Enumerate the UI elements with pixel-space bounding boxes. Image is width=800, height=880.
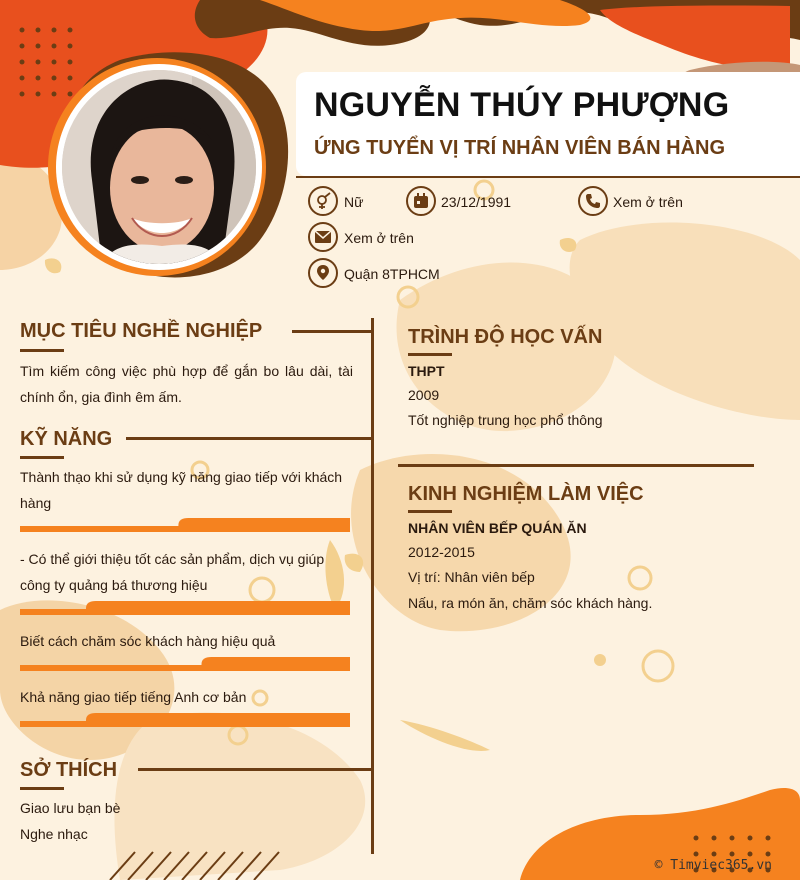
education-underline [408,353,452,356]
experience-title: KINH NGHIỆM LÀM VIỆC [408,483,644,505]
hobby-item-1: Giao lưu bạn bè [20,800,121,816]
objective-title: MỤC TIÊU NGHỀ NGHIỆP [20,320,263,342]
copyright-footer: © Timviec365.vn [654,858,772,873]
calendar-icon [406,186,436,216]
objective-text: Tìm kiếm công việc phù hợp để gắn bo lâu dài, tài chính ổn, gia đình êm ấm. [20,363,353,405]
phone-icon [578,186,608,216]
objective-title-line [292,330,372,333]
birthday-value: 23/12/1991 [441,194,512,210]
education-year: 2009 [408,387,440,403]
hobby-item-2: Nghe nhạc [20,826,88,842]
skill-bar-4 [20,713,350,727]
candidate-name: NGUYỄN THÚY PHƯỢNG [314,86,730,124]
skill-bar-3 [20,657,350,671]
skill-bar-1 [20,518,350,532]
profile-photo [62,70,256,264]
skill-text-2: - Có thể giới thiệu tốt các sản phẩm, dịch vụ giúp công ty quảng bá thương hiệu [20,551,325,593]
applied-position: ỨNG TUYỂN VỊ TRÍ NHÂN VIÊN BÁN HÀNG [314,137,726,159]
experience-underline [408,510,452,513]
location-icon [308,258,338,288]
email-value: Xem ở trên [344,230,414,246]
skill-bar-2 [20,601,350,615]
skill-text-1: Thành thạo khi sử dụng kỹ năng giao tiếp với khách hàng [20,469,343,511]
skills-title: KỸ NĂNG [20,428,113,450]
skills-title-line [126,437,372,440]
email-icon [308,222,338,252]
education-school: THPT [408,363,445,379]
section-divider [398,464,754,467]
experience-position: Vị trí: Nhân viên bếp [408,569,535,585]
gender-value: Nữ [344,194,364,210]
hobbies-underline [20,787,64,790]
education-title: TRÌNH ĐỘ HỌC VẤN [408,326,603,348]
gender-icon [308,186,338,216]
hobbies-title-line [138,768,372,771]
skills-underline [20,456,64,459]
address-value: Quận 8TPHCM [344,266,440,282]
education-description: Tốt nghiệp trung học phổ thông [408,412,603,428]
experience-period: 2012-2015 [408,544,475,560]
column-divider [371,318,374,854]
header-divider [296,176,800,178]
skill-text-4: Khả năng giao tiếp tiếng Anh cơ bản [20,689,247,705]
objective-underline [20,349,64,352]
experience-duties: Nấu, ra món ăn, chăm sóc khách hàng. [408,595,653,611]
hobbies-title: SỞ THÍCH [20,759,118,781]
skill-text-3: Biết cách chăm sóc khách hàng hiệu quả [20,633,276,649]
phone-value: Xem ở trên [613,194,683,210]
experience-role: NHÂN VIÊN BẾP QUÁN ĂN [408,520,587,536]
